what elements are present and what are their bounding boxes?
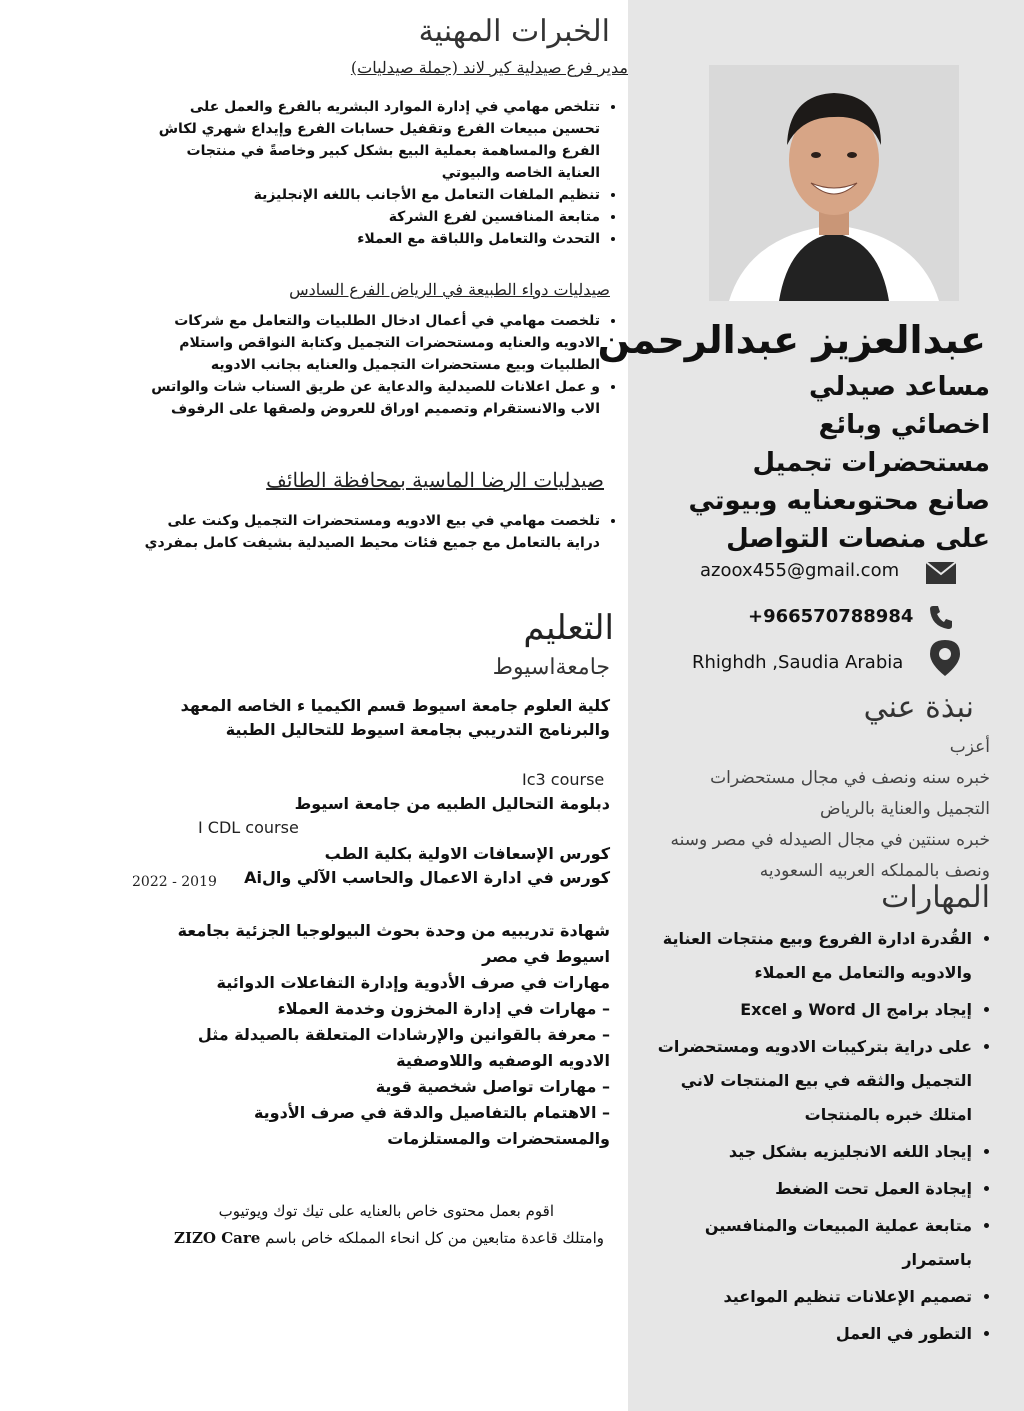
contact-email-row: [680, 558, 980, 588]
location-pin-icon: [930, 640, 960, 676]
job-3-title: صيدليات الرضا الماسية بمحافظة الطائف: [266, 468, 604, 492]
education-heading: التعليم: [523, 608, 614, 648]
job-bullet: • تلخصت مهامي في أعمال ادخال الطلبيات والتعامل مع شركات الادويه والعنايه ومستحضرات التجميل وكتابة النواقص واستلام الطلبيات وبيع مستحضرات التجميل والعنايه بجانب الادويه: [130, 310, 600, 376]
university-name: جامعةاسيوط: [492, 655, 610, 680]
contact-location-row: [680, 646, 980, 676]
job-titles: [660, 368, 990, 558]
job-title-line: مساعد صيدلي: [809, 372, 990, 402]
faculty-text: كلية العلوم جامعة اسيوط قسم الكيميا ء الخاصه المعهد والبرنامج التدريبي بجامعة اسيوط للتحاليل الطبية: [180, 696, 610, 739]
about-line: التجميل والعناية بالرياض: [819, 799, 990, 819]
skill-item: • متابعة عملية المبيعات والمنافسين باستمرار: [642, 1209, 972, 1277]
icdl-course: I CDL course: [198, 818, 299, 837]
job-bullet: • تلخصت مهامي في بيع الادويه ومستحضرات التجميل وكنت على دراية بالتعامل مع جميع فئات محيط الصيدلية بشيفت كامل بمفردي: [130, 510, 600, 554]
job-title-line: صانع محتوىعنايه وبيوتي: [688, 486, 990, 516]
skill-item: • التطور في العمل: [642, 1317, 972, 1351]
certificate-line: – معرفة بالقوانين والإرشادات المتعلقة بالصيدلة مثل الادويه الوصفيه واللاوصفية: [197, 1025, 610, 1070]
about-line: خبره سنه ونصف في مجال مستحضرات: [710, 768, 990, 788]
job-2-bullets: [130, 310, 620, 420]
skill-item: • إيجادة العمل تحت الضغط: [642, 1172, 972, 1206]
brand-name: ZIZO Care: [174, 1229, 261, 1247]
study-years: 2022 - 2019: [132, 874, 217, 890]
about-heading: نبذة عني: [863, 690, 974, 725]
job-1-bullets: [140, 96, 620, 250]
about-line: أعزب: [949, 737, 990, 757]
certificate-line: – مهارات في إدارة المخزون وخدمة العملاء: [277, 999, 610, 1018]
skills-list: [642, 922, 994, 1354]
skill-item: • على دراية بتركيبات الادويه ومستحضرات التجميل والثقه في بيع المنتجات لاني امتلك خبره بالمنتجات: [642, 1030, 972, 1132]
job-title-line: على منصات التواصل: [726, 524, 990, 554]
ic3-course: Ic3 course: [522, 770, 605, 789]
content-creation-block: [44, 1198, 604, 1252]
certificate-line: – الاهتمام بالتفاصيل والدقة في صرف الأدوية والمستحضرات والمستلزمات: [253, 1103, 610, 1148]
skill-item: • تصميم الإعلانات تنظيم المواعيد: [642, 1280, 972, 1314]
job-bullet: • التحدث والتعامل واللباقة مع العملاء: [140, 228, 600, 250]
skills-heading: المهارات: [881, 880, 990, 915]
job-bullet: • متابعة المنافسين لفرع الشركة: [140, 206, 600, 228]
skill-item: • القُدرة ادارة الفروع وبيع منتجات العناية والادويه والتعامل مع العملاء: [642, 922, 972, 990]
profile-photo: [709, 65, 959, 301]
about-line: خبره سنتين في مجال الصيدله في مصر وسنه: [670, 830, 990, 850]
job-1-title: مدير فرع صيدلية كير لاند (جملة صيدليات): [350, 58, 628, 77]
skill-item: • إيجاد اللغه الانجليزيه بشكل جيد: [642, 1135, 972, 1169]
certificate-line: مهارات في صرف الأدوية وإدارة التفاعلات الدوائية: [216, 973, 610, 992]
job-2-title: صيدليات دواء الطبيعة في الرياض الفرع السادس: [289, 280, 610, 299]
diploma-text: دبلومة التحاليل الطبيه من جامعة اسيوط: [294, 794, 610, 813]
job-bullet: • تتلخص مهامي في إدارة الموارد البشريه بالفرع والعمل على تحسين مبيعات الفرع وتقفيل حسابات الفرع وإيداع شهري لكاش الفرع والمساهمة بعملية البيع بشكل كبير وخاصةً في منتجات العناية الخاصه والبيوتي: [140, 96, 600, 184]
certificate-line: شهادة تدريبيه من وحدة بحوث البيولوجيا الجزئية بجامعة اسيوط في مصر: [177, 921, 610, 966]
person-name: عبدالعزيز عبدالرحمن: [597, 318, 986, 362]
email-text[interactable]: azoox455@gmail.com: [700, 560, 900, 581]
about-line: ونصف بالمملكه العربيه السعوديه: [759, 861, 990, 881]
mail-icon: [926, 562, 956, 584]
content-line-1: اقوم بعمل محتوى خاص بالعنايه على تيك توك ويوتيوب: [218, 1202, 554, 1220]
experience-heading: الخبرات المهنية: [418, 14, 610, 49]
certificate-line: – مهارات تواصل شخصية قوية: [375, 1077, 610, 1096]
first-aid-course: كورس الإسعافات الاولية بكلية الطب: [324, 844, 610, 863]
job-3-bullets: [130, 510, 620, 554]
location-text: Rhighdh ,Saudia Arabia: [692, 652, 904, 673]
about-text: [630, 732, 990, 887]
contact-phone-row: [680, 604, 980, 634]
content-line-2: [44, 1225, 604, 1252]
certificates-block: [150, 918, 610, 1152]
phone-text[interactable]: +966570788984: [748, 606, 914, 627]
job-title-line: مستحضرات تجميل: [752, 448, 990, 478]
job-bullet: • و عمل اعلانات للصيدلية والدعاية عن طريق السناب شات والواتس الاب والانستقرام وتصميم اوراق للعروض ولصقها على الرفوف: [130, 376, 600, 420]
phone-icon: [928, 604, 954, 630]
job-title-line: اخصائي وبائع: [818, 410, 990, 440]
content-line-2-text: وامتلك قاعدة متابعين من كل انحاء المملكه خاص باسم: [265, 1229, 604, 1247]
business-course: كورس في ادارة الاعمال والحاسب الآلي والAi: [244, 868, 610, 887]
job-bullet: • تنظيم الملفات التعامل مع الأجانب باللغه الإنجليزية: [140, 184, 600, 206]
skill-item: • إيجاد برامج ال Word و Excel: [642, 993, 972, 1027]
